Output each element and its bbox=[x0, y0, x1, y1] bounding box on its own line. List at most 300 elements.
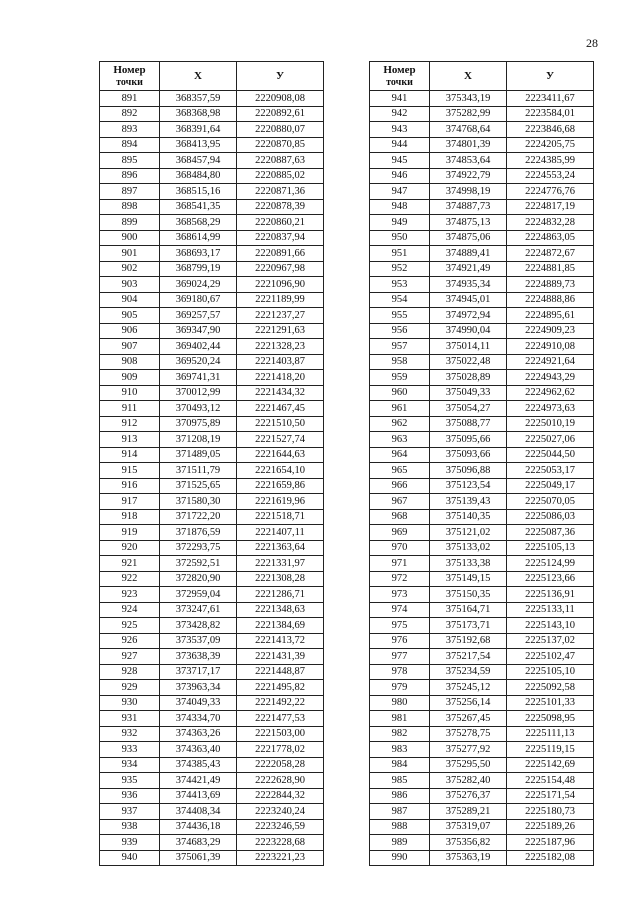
y-coordinate-cell: 2223221,23 bbox=[237, 850, 324, 866]
x-coordinate-cell: 368693,17 bbox=[160, 246, 237, 262]
table-row bbox=[370, 354, 594, 370]
y-coordinate-cell: 2223584,01 bbox=[507, 106, 594, 122]
table-row bbox=[370, 401, 594, 417]
point-number-cell: 936 bbox=[100, 788, 160, 804]
table-row bbox=[370, 277, 594, 293]
x-coordinate-cell: 373247,61 bbox=[160, 602, 237, 618]
table-row bbox=[100, 168, 324, 184]
x-coordinate-cell: 371511,79 bbox=[160, 463, 237, 479]
table-row bbox=[100, 540, 324, 556]
point-number-cell: 966 bbox=[370, 478, 430, 494]
table-row bbox=[100, 432, 324, 448]
point-number-cell: 944 bbox=[370, 137, 430, 153]
table-row bbox=[370, 773, 594, 789]
table-row bbox=[100, 571, 324, 587]
point-number-cell: 952 bbox=[370, 261, 430, 277]
y-coordinate-cell: 2225119,15 bbox=[507, 742, 594, 758]
point-number-cell: 892 bbox=[100, 106, 160, 122]
table-row bbox=[370, 339, 594, 355]
table-row bbox=[100, 292, 324, 308]
point-number-cell: 903 bbox=[100, 277, 160, 293]
table-row bbox=[370, 416, 594, 432]
y-coordinate-cell: 2221495,82 bbox=[237, 680, 324, 696]
point-number-cell: 921 bbox=[100, 556, 160, 572]
point-number-cell: 901 bbox=[100, 246, 160, 262]
y-coordinate-cell: 2221308,28 bbox=[237, 571, 324, 587]
x-coordinate-cell: 373717,17 bbox=[160, 664, 237, 680]
point-number-cell: 977 bbox=[370, 649, 430, 665]
y-coordinate-cell: 2224943,29 bbox=[507, 370, 594, 386]
table-row bbox=[370, 711, 594, 727]
point-number-cell: 974 bbox=[370, 602, 430, 618]
table-row bbox=[370, 819, 594, 835]
point-number-cell: 972 bbox=[370, 571, 430, 587]
y-coordinate-cell: 2225010,19 bbox=[507, 416, 594, 432]
x-coordinate-cell: 375061,39 bbox=[160, 850, 237, 866]
x-coordinate-cell: 375121,02 bbox=[430, 525, 507, 541]
x-coordinate-cell: 375356,82 bbox=[430, 835, 507, 851]
table-row bbox=[370, 447, 594, 463]
point-number-cell: 939 bbox=[100, 835, 160, 851]
y-coordinate-cell: 2225044,50 bbox=[507, 447, 594, 463]
x-coordinate-cell: 369402,44 bbox=[160, 339, 237, 355]
x-coordinate-cell: 375133,02 bbox=[430, 540, 507, 556]
point-number-cell: 964 bbox=[370, 447, 430, 463]
x-coordinate-cell: 374972,94 bbox=[430, 308, 507, 324]
point-number-cell: 942 bbox=[370, 106, 430, 122]
table-row bbox=[100, 494, 324, 510]
x-coordinate-cell: 374935,34 bbox=[430, 277, 507, 293]
point-number-cell: 960 bbox=[370, 385, 430, 401]
point-number-cell: 982 bbox=[370, 726, 430, 742]
point-number-sublabel: точки bbox=[386, 76, 413, 88]
y-coordinate-cell: 2224881,85 bbox=[507, 261, 594, 277]
table-row bbox=[100, 788, 324, 804]
table-row bbox=[370, 556, 594, 572]
table-row bbox=[370, 292, 594, 308]
x-coordinate-cell: 373428,82 bbox=[160, 618, 237, 634]
x-coordinate-cell: 374875,13 bbox=[430, 215, 507, 231]
y-coordinate-cell: 2221467,45 bbox=[237, 401, 324, 417]
table-row bbox=[100, 478, 324, 494]
table-row bbox=[370, 509, 594, 525]
y-coordinate-cell: 2224889,73 bbox=[507, 277, 594, 293]
point-number-cell: 958 bbox=[370, 354, 430, 370]
x-coordinate-cell: 368357,59 bbox=[160, 91, 237, 107]
table-row bbox=[100, 587, 324, 603]
x-coordinate-cell: 375133,38 bbox=[430, 556, 507, 572]
x-coordinate-cell: 374990,04 bbox=[430, 323, 507, 339]
x-coordinate-cell: 368368,98 bbox=[160, 106, 237, 122]
y-coordinate-cell: 2221448,87 bbox=[237, 664, 324, 680]
table-row bbox=[370, 91, 594, 107]
point-number-cell: 954 bbox=[370, 292, 430, 308]
x-coordinate-cell: 375014,11 bbox=[430, 339, 507, 355]
table-row bbox=[370, 261, 594, 277]
point-number-cell: 969 bbox=[370, 525, 430, 541]
point-number-cell: 949 bbox=[370, 215, 430, 231]
table-row bbox=[100, 199, 324, 215]
point-number-cell: 906 bbox=[100, 323, 160, 339]
y-coordinate-cell: 2221654,10 bbox=[237, 463, 324, 479]
table-row bbox=[100, 277, 324, 293]
table-row bbox=[370, 571, 594, 587]
table-row bbox=[100, 773, 324, 789]
table-row bbox=[370, 757, 594, 773]
table-row bbox=[100, 385, 324, 401]
x-coordinate-cell: 375276,37 bbox=[430, 788, 507, 804]
x-coordinate-cell: 371525,65 bbox=[160, 478, 237, 494]
y-coordinate-cell: 2225124,99 bbox=[507, 556, 594, 572]
point-number-cell: 976 bbox=[370, 633, 430, 649]
y-coordinate-cell: 2225070,05 bbox=[507, 494, 594, 510]
table-row bbox=[370, 602, 594, 618]
x-coordinate-cell: 374768,64 bbox=[430, 122, 507, 138]
x-coordinate-cell: 371489,05 bbox=[160, 447, 237, 463]
point-number-cell: 920 bbox=[100, 540, 160, 556]
x-coordinate-cell: 375363,19 bbox=[430, 850, 507, 866]
table-row bbox=[100, 509, 324, 525]
table-row bbox=[370, 370, 594, 386]
point-number-cell: 947 bbox=[370, 184, 430, 200]
x-coordinate-cell: 371208,19 bbox=[160, 432, 237, 448]
y-coordinate-cell: 2224962,62 bbox=[507, 385, 594, 401]
table-row bbox=[370, 587, 594, 603]
x-coordinate-cell: 370975,89 bbox=[160, 416, 237, 432]
y-coordinate-cell: 2225136,91 bbox=[507, 587, 594, 603]
y-coordinate-cell: 2220837,94 bbox=[237, 230, 324, 246]
x-coordinate-cell: 375140,35 bbox=[430, 509, 507, 525]
point-number-cell: 943 bbox=[370, 122, 430, 138]
table-header-row bbox=[100, 62, 324, 91]
table-row bbox=[100, 711, 324, 727]
y-coordinate-cell: 2221237,27 bbox=[237, 308, 324, 324]
x-coordinate-cell: 375149,15 bbox=[430, 571, 507, 587]
point-number-cell: 898 bbox=[100, 199, 160, 215]
table-row bbox=[370, 804, 594, 820]
y-coordinate-cell: 2224921,64 bbox=[507, 354, 594, 370]
y-coordinate-cell: 2224553,24 bbox=[507, 168, 594, 184]
y-coordinate-cell: 2220908,08 bbox=[237, 91, 324, 107]
point-number-cell: 975 bbox=[370, 618, 430, 634]
point-number-cell: 959 bbox=[370, 370, 430, 386]
point-number-cell: 925 bbox=[100, 618, 160, 634]
page-number: 28 bbox=[586, 36, 598, 50]
y-coordinate-cell: 2221434,32 bbox=[237, 385, 324, 401]
table-body bbox=[370, 91, 594, 866]
point-number-cell: 951 bbox=[370, 246, 430, 262]
x-coordinate-cell: 374875,06 bbox=[430, 230, 507, 246]
point-number-cell: 980 bbox=[370, 695, 430, 711]
table-row bbox=[370, 649, 594, 665]
y-coordinate-cell: 2220892,61 bbox=[237, 106, 324, 122]
point-number-cell: 907 bbox=[100, 339, 160, 355]
point-number-cell: 914 bbox=[100, 447, 160, 463]
table-row bbox=[370, 540, 594, 556]
y-coordinate-cell: 2225087,36 bbox=[507, 525, 594, 541]
x-coordinate-cell: 375028,89 bbox=[430, 370, 507, 386]
y-coordinate-cell: 2225182,08 bbox=[507, 850, 594, 866]
table-row bbox=[370, 215, 594, 231]
x-coordinate-cell: 375295,50 bbox=[430, 757, 507, 773]
table-row bbox=[100, 153, 324, 169]
x-coordinate-cell: 369520,24 bbox=[160, 354, 237, 370]
x-coordinate-cell: 374408,34 bbox=[160, 804, 237, 820]
table-row bbox=[100, 215, 324, 231]
table-row bbox=[100, 122, 324, 138]
y-coordinate-cell: 2225187,96 bbox=[507, 835, 594, 851]
x-coordinate-cell: 372820,90 bbox=[160, 571, 237, 587]
point-number-cell: 905 bbox=[100, 308, 160, 324]
table-row bbox=[100, 246, 324, 262]
point-number-cell: 929 bbox=[100, 680, 160, 696]
x-coordinate-cell: 375192,68 bbox=[430, 633, 507, 649]
point-number-cell: 937 bbox=[100, 804, 160, 820]
point-number-cell: 919 bbox=[100, 525, 160, 541]
y-coordinate-cell: 2224776,76 bbox=[507, 184, 594, 200]
y-coordinate-cell: 2222844,32 bbox=[237, 788, 324, 804]
table-row bbox=[100, 680, 324, 696]
y-coordinate-cell: 2224832,28 bbox=[507, 215, 594, 231]
y-coordinate-cell: 2221348,63 bbox=[237, 602, 324, 618]
y-coordinate-cell: 2220860,21 bbox=[237, 215, 324, 231]
x-coordinate-cell: 373537,09 bbox=[160, 633, 237, 649]
y-coordinate-cell: 2223228,68 bbox=[237, 835, 324, 851]
x-coordinate-cell: 374421,49 bbox=[160, 773, 237, 789]
x-coordinate-cell: 375054,27 bbox=[430, 401, 507, 417]
x-coordinate-cell: 368515,16 bbox=[160, 184, 237, 200]
y-coordinate-cell: 2221363,64 bbox=[237, 540, 324, 556]
point-number-cell: 965 bbox=[370, 463, 430, 479]
table-row bbox=[370, 618, 594, 634]
y-coordinate-cell: 2222058,28 bbox=[237, 757, 324, 773]
y-coordinate-cell: 2223240,24 bbox=[237, 804, 324, 820]
y-coordinate-cell: 2220967,98 bbox=[237, 261, 324, 277]
y-coordinate-cell: 2225086,03 bbox=[507, 509, 594, 525]
point-number-cell: 985 bbox=[370, 773, 430, 789]
table-row bbox=[100, 354, 324, 370]
table-row bbox=[100, 91, 324, 107]
y-coordinate-cell: 2225102,47 bbox=[507, 649, 594, 665]
point-number-cell: 941 bbox=[370, 91, 430, 107]
y-coordinate-cell: 2221418,20 bbox=[237, 370, 324, 386]
y-coordinate-cell: 2221286,71 bbox=[237, 587, 324, 603]
table-row bbox=[100, 525, 324, 541]
y-coordinate-cell: 2224385,99 bbox=[507, 153, 594, 169]
point-number-cell: 956 bbox=[370, 323, 430, 339]
point-number-cell: 895 bbox=[100, 153, 160, 169]
y-coordinate-cell: 2220870,85 bbox=[237, 137, 324, 153]
x-coordinate-cell: 375282,40 bbox=[430, 773, 507, 789]
coordinates-table-left bbox=[99, 61, 324, 866]
y-coordinate-cell: 2224863,05 bbox=[507, 230, 594, 246]
table-row bbox=[100, 618, 324, 634]
point-number-cell: 948 bbox=[370, 199, 430, 215]
table-row bbox=[370, 726, 594, 742]
table-row bbox=[370, 122, 594, 138]
point-number-cell: 950 bbox=[370, 230, 430, 246]
point-number-cell: 979 bbox=[370, 680, 430, 696]
y-coordinate-cell: 2225142,69 bbox=[507, 757, 594, 773]
x-coordinate-cell: 375343,19 bbox=[430, 91, 507, 107]
y-coordinate-cell: 2224817,19 bbox=[507, 199, 594, 215]
y-coordinate-cell: 2221384,69 bbox=[237, 618, 324, 634]
y-coordinate-cell: 2221328,23 bbox=[237, 339, 324, 355]
point-number-cell: 917 bbox=[100, 494, 160, 510]
x-coordinate-cell: 368799,19 bbox=[160, 261, 237, 277]
x-coordinate-cell: 375289,21 bbox=[430, 804, 507, 820]
x-coordinate-cell: 375245,12 bbox=[430, 680, 507, 696]
y-coordinate-cell: 2225105,13 bbox=[507, 540, 594, 556]
y-coordinate-cell: 2220880,07 bbox=[237, 122, 324, 138]
x-coordinate-cell: 374683,29 bbox=[160, 835, 237, 851]
table-row bbox=[100, 819, 324, 835]
x-coordinate-cell: 374889,41 bbox=[430, 246, 507, 262]
point-number-cell: 973 bbox=[370, 587, 430, 603]
y-coordinate-cell: 2221407,11 bbox=[237, 525, 324, 541]
x-coordinate-cell: 368413,95 bbox=[160, 137, 237, 153]
point-number-cell: 912 bbox=[100, 416, 160, 432]
point-number-cell: 955 bbox=[370, 308, 430, 324]
y-coordinate-cell: 2221619,96 bbox=[237, 494, 324, 510]
x-coordinate-cell: 375164,71 bbox=[430, 602, 507, 618]
point-number-cell: 988 bbox=[370, 819, 430, 835]
table-row bbox=[370, 168, 594, 184]
x-coordinate-cell: 375093,66 bbox=[430, 447, 507, 463]
point-number-cell: 957 bbox=[370, 339, 430, 355]
y-coordinate-cell: 2224910,08 bbox=[507, 339, 594, 355]
point-number-cell: 911 bbox=[100, 401, 160, 417]
table-row bbox=[370, 680, 594, 696]
x-coordinate-cell: 372293,75 bbox=[160, 540, 237, 556]
y-coordinate-cell: 2224973,63 bbox=[507, 401, 594, 417]
table-row bbox=[370, 199, 594, 215]
x-coordinate-cell: 374998,19 bbox=[430, 184, 507, 200]
table-row bbox=[100, 804, 324, 820]
table-row bbox=[370, 695, 594, 711]
y-coordinate-cell: 2221492,22 bbox=[237, 695, 324, 711]
point-number-cell: 927 bbox=[100, 649, 160, 665]
table-body bbox=[100, 91, 324, 866]
point-number-cell: 989 bbox=[370, 835, 430, 851]
table-row bbox=[100, 602, 324, 618]
table-row bbox=[370, 525, 594, 541]
point-number-cell: 970 bbox=[370, 540, 430, 556]
point-number-cell: 945 bbox=[370, 153, 430, 169]
table-row bbox=[100, 633, 324, 649]
table-row bbox=[370, 850, 594, 866]
point-number-cell: 913 bbox=[100, 432, 160, 448]
table-row bbox=[370, 742, 594, 758]
y-coordinate-cell: 2221431,39 bbox=[237, 649, 324, 665]
point-number-cell: 904 bbox=[100, 292, 160, 308]
table-row bbox=[100, 447, 324, 463]
point-number-cell: 968 bbox=[370, 509, 430, 525]
y-coordinate-cell: 2221096,90 bbox=[237, 277, 324, 293]
point-number-cell: 986 bbox=[370, 788, 430, 804]
point-number-cell: 928 bbox=[100, 664, 160, 680]
x-coordinate-cell: 374436,18 bbox=[160, 819, 237, 835]
y-coordinate-cell: 2221189,99 bbox=[237, 292, 324, 308]
y-coordinate-cell: 2221778,02 bbox=[237, 742, 324, 758]
table-row bbox=[100, 742, 324, 758]
x-coordinate-cell: 370012,99 bbox=[160, 385, 237, 401]
x-coordinate-cell: 374334,70 bbox=[160, 711, 237, 727]
point-number-cell: 953 bbox=[370, 277, 430, 293]
x-coordinate-cell: 368568,29 bbox=[160, 215, 237, 231]
y-coordinate-cell: 2221503,00 bbox=[237, 726, 324, 742]
point-number-cell: 924 bbox=[100, 602, 160, 618]
x-coordinate-cell: 368541,35 bbox=[160, 199, 237, 215]
y-coordinate-cell: 2221413,72 bbox=[237, 633, 324, 649]
table-row bbox=[100, 137, 324, 153]
coordinates-table-right bbox=[369, 61, 594, 866]
x-coordinate-cell: 373638,39 bbox=[160, 649, 237, 665]
x-coordinate-cell: 374413,69 bbox=[160, 788, 237, 804]
point-number-cell: 971 bbox=[370, 556, 430, 572]
table-row bbox=[370, 137, 594, 153]
x-coordinate-cell: 374363,26 bbox=[160, 726, 237, 742]
point-number-cell: 923 bbox=[100, 587, 160, 603]
x-coordinate-cell: 375096,88 bbox=[430, 463, 507, 479]
column-header-y: У bbox=[507, 62, 594, 91]
table-row bbox=[370, 308, 594, 324]
x-coordinate-cell: 374887,73 bbox=[430, 199, 507, 215]
y-coordinate-cell: 2220887,63 bbox=[237, 153, 324, 169]
table-row bbox=[100, 370, 324, 386]
y-coordinate-cell: 2221527,74 bbox=[237, 432, 324, 448]
y-coordinate-cell: 2221644,63 bbox=[237, 447, 324, 463]
x-coordinate-cell: 371722,20 bbox=[160, 509, 237, 525]
y-coordinate-cell: 2225049,17 bbox=[507, 478, 594, 494]
table-row bbox=[370, 494, 594, 510]
table-row bbox=[100, 184, 324, 200]
table-row bbox=[370, 230, 594, 246]
x-coordinate-cell: 371876,59 bbox=[160, 525, 237, 541]
point-number-cell: 938 bbox=[100, 819, 160, 835]
y-coordinate-cell: 2225137,02 bbox=[507, 633, 594, 649]
y-coordinate-cell: 2225133,11 bbox=[507, 602, 594, 618]
table-row bbox=[370, 835, 594, 851]
x-coordinate-cell: 368391,64 bbox=[160, 122, 237, 138]
table-header-row bbox=[370, 62, 594, 91]
point-number-cell: 933 bbox=[100, 742, 160, 758]
x-coordinate-cell: 375217,54 bbox=[430, 649, 507, 665]
point-number-cell: 896 bbox=[100, 168, 160, 184]
x-coordinate-cell: 375256,14 bbox=[430, 695, 507, 711]
point-number-cell: 926 bbox=[100, 633, 160, 649]
y-coordinate-cell: 2224888,86 bbox=[507, 292, 594, 308]
y-coordinate-cell: 2225123,66 bbox=[507, 571, 594, 587]
point-number-cell: 962 bbox=[370, 416, 430, 432]
point-number-cell: 963 bbox=[370, 432, 430, 448]
table-row bbox=[100, 835, 324, 851]
y-coordinate-cell: 2221331,97 bbox=[237, 556, 324, 572]
table-row bbox=[370, 432, 594, 448]
x-coordinate-cell: 368457,94 bbox=[160, 153, 237, 169]
x-coordinate-cell: 369180,67 bbox=[160, 292, 237, 308]
table-row bbox=[370, 184, 594, 200]
x-coordinate-cell: 375150,35 bbox=[430, 587, 507, 603]
x-coordinate-cell: 375278,75 bbox=[430, 726, 507, 742]
point-number-cell: 984 bbox=[370, 757, 430, 773]
table-row bbox=[370, 664, 594, 680]
point-number-label: Номер bbox=[383, 63, 416, 76]
x-coordinate-cell: 375088,77 bbox=[430, 416, 507, 432]
x-coordinate-cell: 375095,66 bbox=[430, 432, 507, 448]
y-coordinate-cell: 2224909,23 bbox=[507, 323, 594, 339]
y-coordinate-cell: 2225092,58 bbox=[507, 680, 594, 696]
